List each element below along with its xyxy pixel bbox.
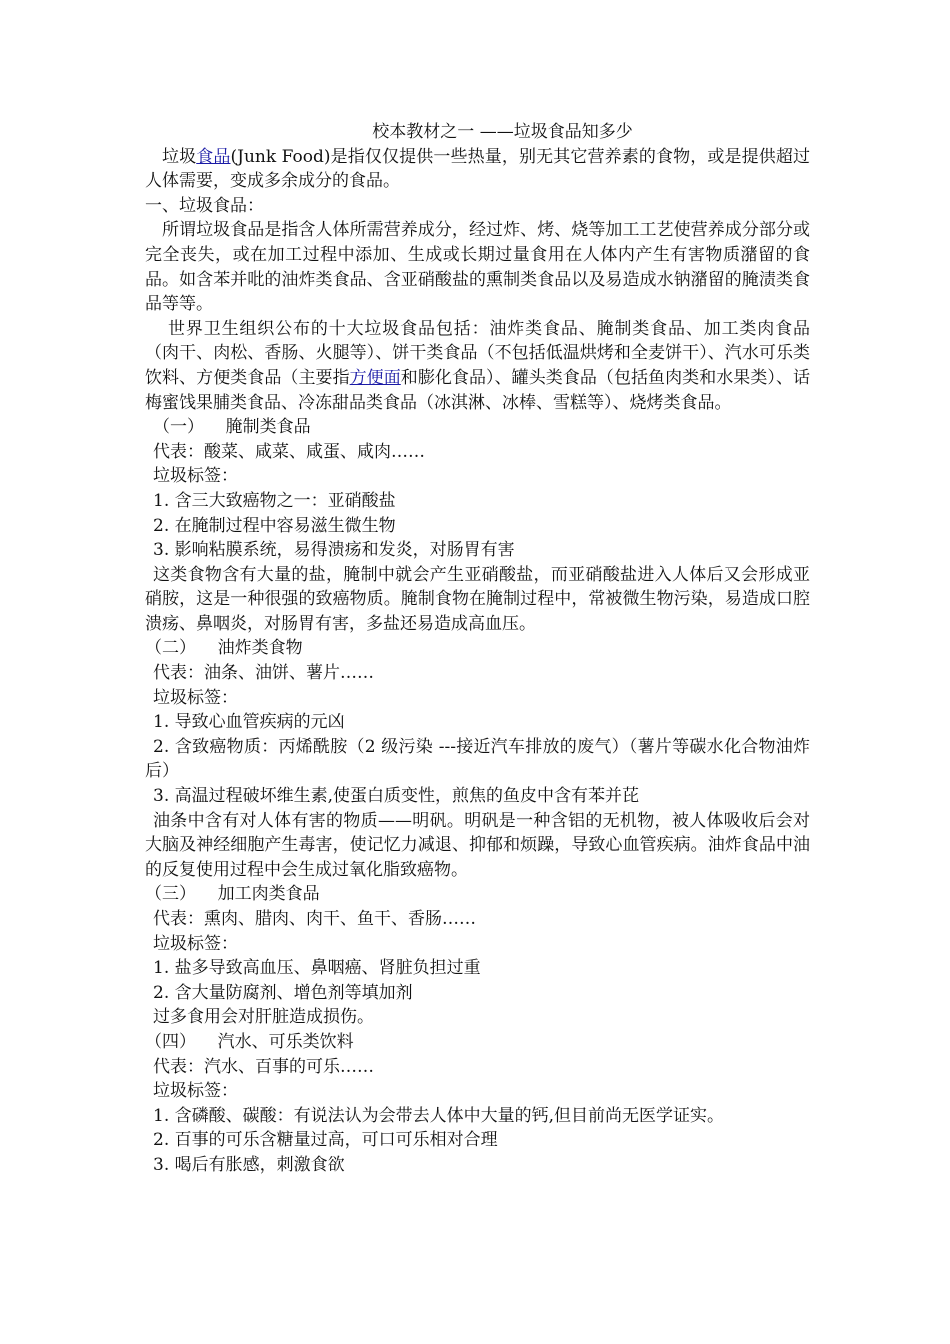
- section-note: 过多食用会对肝脏造成损伤。: [153, 1007, 374, 1028]
- food-link[interactable]: 食品: [196, 146, 231, 167]
- list-item: 3. 高温过程破坏维生素,使蛋白质变性，煎焦的鱼皮中含有苯并芘: [153, 786, 640, 807]
- junk-label: 垃圾标签：: [153, 933, 238, 954]
- who-list-paragraph: [145, 317, 810, 415]
- junk-label: 垃圾标签：: [153, 1081, 238, 1102]
- list-item: 1. 含三大致癌物之一：亚硝酸盐: [153, 490, 396, 511]
- section-heading-junk-food: 一、垃圾食品：: [145, 195, 264, 216]
- subsection-heading-pickled: （一） 腌制类食品: [153, 417, 311, 438]
- junk-label: 垃圾标签：: [153, 687, 238, 708]
- who-text-start: 世界卫生组织公布的十大垃圾食品包括：油炸类食品、腌制类食品、加工类肉食品（肉干、肉松、香肠、火腿等）、饼干类食品（不包括低温烘烤和全麦饼干）、汽水可乐类饮料、方便类食品（主要指: [145, 318, 810, 388]
- list-item: 3. 影响粘膜系统，易得溃疡和发炎，对肠胃有害: [153, 540, 515, 561]
- who-text-end: 和膨化食品）、罐头类食品（包括鱼肉类和水果类）、话梅蜜饯果脯类食品、冷冻甜品类食品（冰淇淋、冰棒、雪糕等）、烧烤类食品。: [145, 367, 811, 413]
- section-note: 油条中含有对人体有害的物质——明矾。明矾是一种含铝的无机物，被人体吸收后会对大脑及神经细胞产生毒害，使记忆力减退、抑郁和烦躁，导致心血管疾病。油炸食品中油的反复使用过程中会生成过氧化脂致癌物。: [145, 810, 810, 880]
- intro-text-end: (Junk Food)是指仅仅提供一些热量，别无其它营养素的食物，或是提供超过人体需要，变成多余成分的食品。: [145, 146, 810, 192]
- list-item: 2. 含致癌物质：丙烯酰胺（2 级污染 ---接近汽车排放的废气）（薯片等碳水化合物油炸后）: [145, 736, 810, 782]
- junk-label: 垃圾标签：: [153, 466, 238, 487]
- list-item: 2. 百事的可乐含糖量过高，可口可乐相对合理: [153, 1130, 498, 1151]
- representative-foods: 代表：熏肉、腊肉、肉干、鱼干、香肠……: [153, 909, 476, 929]
- section-note: 这类食物含有大量的盐，腌制中就会产生亚硝酸盐，而亚硝酸盐进入人体后又会形成亚硝胺，这是一种很强的致癌物质。腌制食物在腌制过程中，常被微生物污染，易造成口腔溃疡、鼻咽炎，对肠胃有害，多盐还易造成高血压。: [145, 564, 810, 634]
- list-item: 2. 含大量防腐剂、增色剂等填加剂: [153, 982, 413, 1003]
- representative-foods: 代表：油条、油饼、薯片……: [153, 663, 374, 684]
- list-item: 1. 盐多导致高血压、鼻咽癌、肾脏负担过重: [153, 958, 481, 979]
- list-item: 2. 在腌制过程中容易滋生微生物: [153, 515, 396, 536]
- list-item: 1. 含磷酸、碳酸：有说法认为会带去人体中大量的钙,但目前尚无医学证实。: [153, 1105, 725, 1126]
- representative-foods: 代表：酸菜、咸菜、咸蛋、咸肉……: [153, 441, 425, 462]
- subsection-heading-soda: （四） 汽水、可乐类饮料: [145, 1031, 354, 1052]
- document-title: 校本教材之一 ——垃圾食品知多少: [372, 122, 633, 142]
- subsection-heading-processed-meat: （三） 加工肉类食品: [145, 884, 320, 905]
- subsection-heading-fried: （二） 油炸类食物: [145, 638, 303, 659]
- document-page: [145, 120, 810, 1178]
- list-item: 3. 喝后有胀感，刺激食欲: [153, 1154, 345, 1175]
- instant-noodle-link[interactable]: 方便面: [349, 367, 401, 388]
- intro-paragraph: [145, 145, 810, 194]
- representative-foods: 代表：汽水、百事的可乐……: [153, 1056, 374, 1077]
- definition-paragraph: 所谓垃圾食品是指含人体所需营养成分，经过炸、烤、烧等加工工艺使营养成分部分或完全丧失，或在加工过程中添加、生成或长期过量食用在人体内产生有害物质潴留的食品。如含苯并吡的油炸类食品、含亚硝酸盐的熏制类食品以及易造成水钠潴留的腌渍类食品等等。: [145, 220, 810, 315]
- list-item: 1. 导致心血管疾病的元凶: [153, 712, 345, 733]
- intro-text-start: 垃圾: [162, 146, 197, 167]
